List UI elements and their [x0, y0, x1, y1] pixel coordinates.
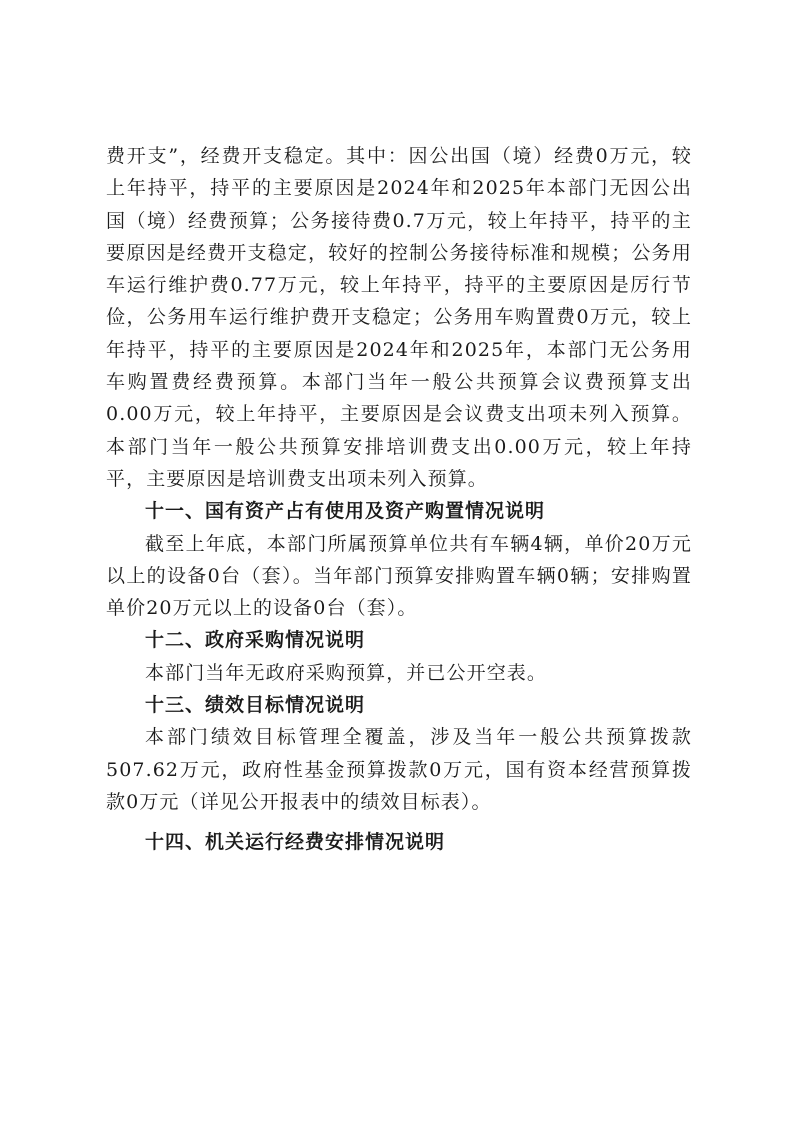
body-paragraph-assets: 截至上年底，本部门所属预算单位共有车辆4辆，单价20万元以上的设备0台（套）。当年部门预算安排购置车辆0辆；安排购置单价20万元以上的设备0台（套）。: [106, 532, 692, 620]
section-heading-12: 十二、政府采购情况说明: [145, 629, 366, 652]
body-paragraph-performance: 本部门绩效目标管理全覆盖，涉及当年一般公共预算拨款507.62万元，政府性基金预算拨款0万元，国有资本经营预算拨款0万元（详见公开报表中的绩效目标表）。: [106, 726, 692, 813]
document-page: [106, 140, 692, 859]
section-heading-11: 十一、国有资产占有使用及资产购置情况说明: [145, 500, 546, 523]
section-heading-13: 十三、绩效目标情况说明: [145, 694, 366, 717]
section-heading-14: 十四、机关运行经费安排情况说明: [145, 831, 446, 854]
body-paragraph-procurement: 本部门当年无政府采购预算，并已公开空表。: [145, 661, 548, 684]
body-paragraph-budget-expenses: 费开支”，经费开支稳定。其中：因公出国（境）经费0万元，较上年持平，持平的主要原因是2024年和2025年本部门无因公出国（境）经费预算；公务接待费0.7万元，较上年持平，持平的主要原因是经费开支稳定，较好的控制公务接待标准和规模；公务用车运行维护费0.77万元，较上年持平，持平的主要原因是厉行节俭，公务用车运行维护费开支稳定；公务用车购置费0万元，较上年持平，持平的主要原因是2024年和2025年，本部门无公务用车购置费经费预算。本部门当年一般公共预算会议费预算支出0.00万元，较上年持平，主要原因是会议费支出项未列入预算。本部门当年一般公共预算安排培训费支出0.00万元，较上年持平，主要原因是培训费支出项未列入预算。: [106, 145, 692, 490]
